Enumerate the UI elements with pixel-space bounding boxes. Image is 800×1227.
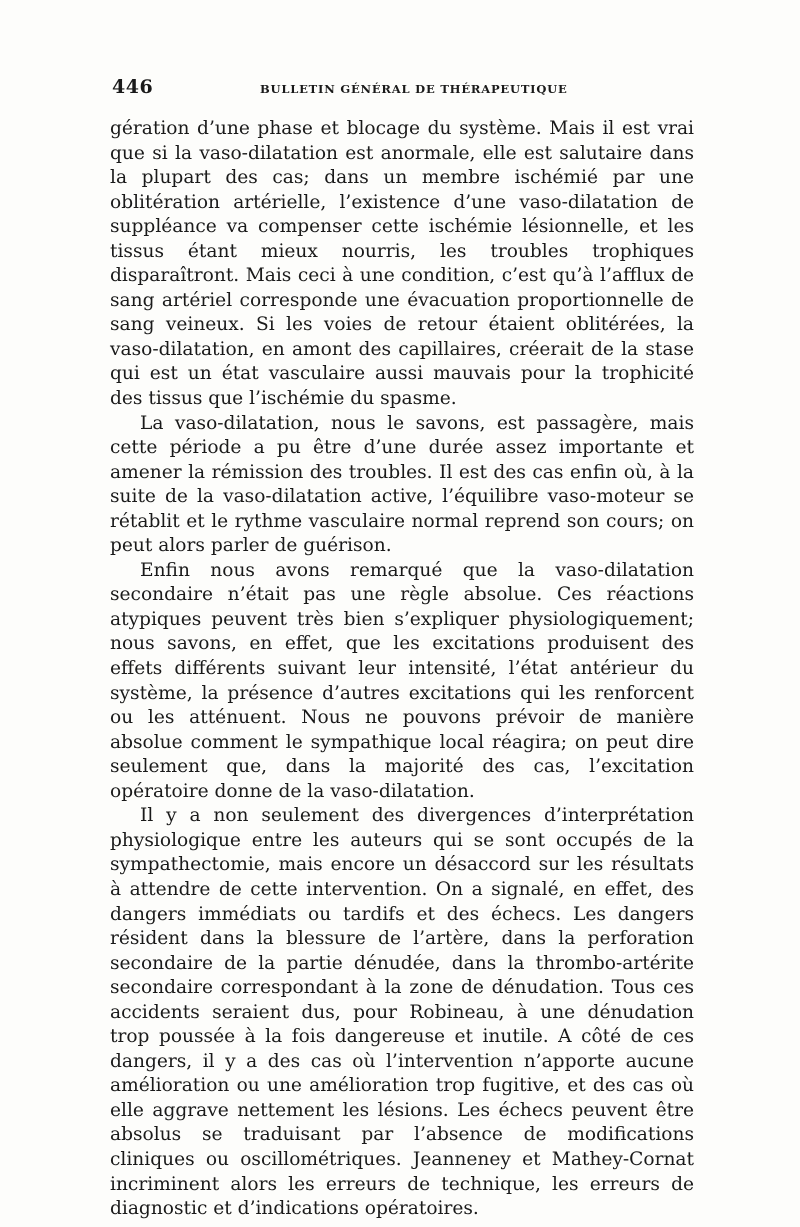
- paragraph: Enfin nous avons remarqué que la vaso-dilatation secondaire n’était pas une règle absolue. Ces réactions atypiques peuvent très bien s’expliquer physiologiquement; nous savons, en effet, que les excitations produisent des effets différents suivant leur intensité, l’état antérieur du système, la présence d’autres excitations qui les renforcent ou les atténuent. Nous ne pouvons prévoir de manière absolue comment le sympathique local réagira; on peut dire seulement que, dans la majorité des cas, l’excitation opératoire donne de la vaso-dilatation.: [110, 559, 694, 802]
- paragraph: Il y a non seulement des divergences d’interprétation physiologique entre les auteurs qui se sont occupés de la sympathectomie, mais encore un désaccord sur les résultats à attendre de cette intervention. On a signalé, en effet, des dangers immédiats ou tardifs et des échecs. Les dangers résident dans la blessure de l’artère, dans la perforation secondaire de la partie dénudée, dans la thrombo-artérite secondaire correspondant à la zone de dénudation. Tous ces accidents seraient dus, pour Robineau, à une dénudation trop poussée à la fois dangereuse et inutile. A côté de ces dangers, il y a des cas où l’intervention n’apporte aucune amélioration ou une amélioration trop fugitive, et des cas où elle aggrave nettement les lésions. Les échecs peuvent être absolus se traduisant par l’absence de modifications cliniques ou oscillométriques. Jeanneney et Mathey-Cornat incriminent alors les erreurs de technique, les erreurs de diagnostic et d’indications opératoires.: [110, 805, 694, 1220]
- paragraph: La vaso-dilatation, nous le savons, est passagère, mais cette période a pu être d’une durée assez importante et amener la rémission des troubles. Il est des cas enfin où, à la suite de la vaso-dilatation active, l’équilibre vaso-moteur se rétablit et le rythme vasculaire normal reprend son cours; on peut alors parler de guérison.: [110, 412, 694, 557]
- page-number: 446: [112, 76, 154, 98]
- page-header: [112, 76, 690, 100]
- running-title: BULLETIN GÉNÉRAL DE THÉRAPEUTIQUE: [260, 82, 568, 96]
- paragraph-continuation: gération d’une phase et blocage du système. Mais il est vrai que si la vaso-dilatation est anormale, elle est salutaire dans la plupart des cas; dans un membre ischémié par une oblitération artérielle, l’existence d’une vaso-dilatation de suppléance va compenser cette ischémie lésionnelle, et les tissus étant mieux nourris, les troubles trophiques disparaîtront. Mais ceci à une condition, c’est qu’à l’afflux de sang artériel corresponde une évacuation proportionnelle de sang veineux. Si les voies de retour étaient oblitérées, la vaso-dilatation, en amont des capillaires, créerait de la stase qui est un état vasculaire aussi mauvais pour la trophicité des tissus que l’ischémie du spasme.: [110, 118, 694, 410]
- body-text: [110, 117, 694, 1222]
